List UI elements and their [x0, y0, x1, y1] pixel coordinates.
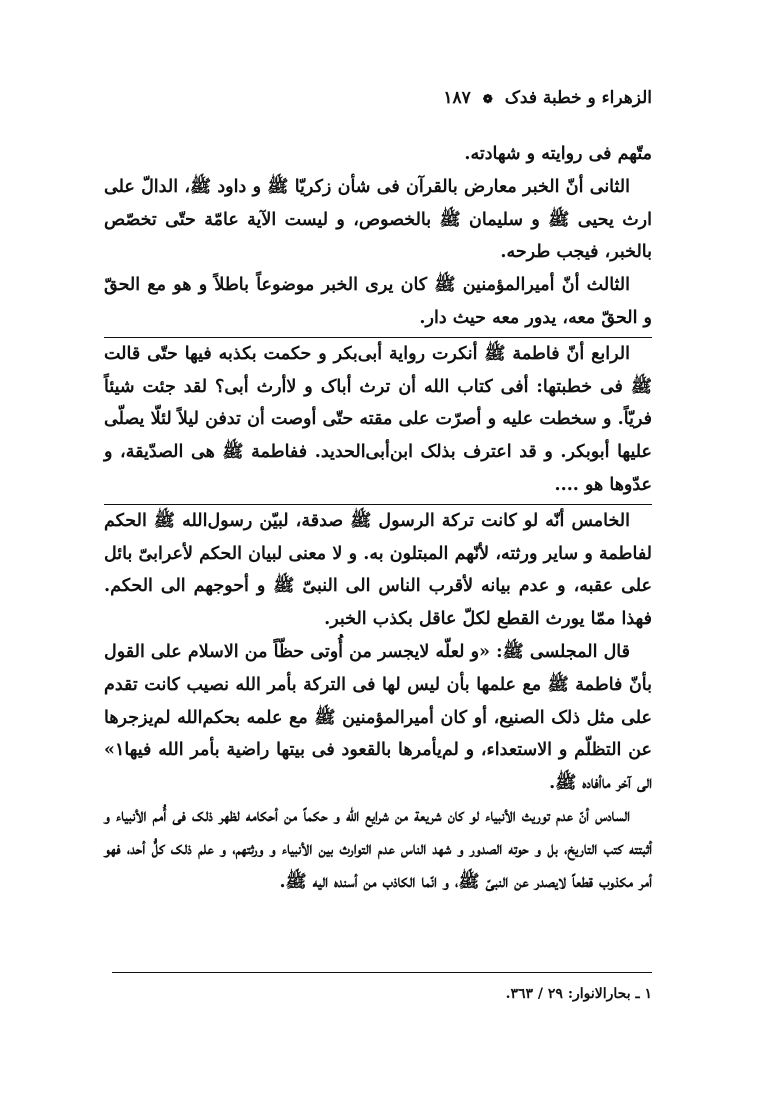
paragraph-fourth-point: الرابع أنّ فاطمة ﷺ أنکرت روایة أبی‌بکر و حکمت بکذبه فیها حتّی قالت ﷺ فی خطبتها: أفی کتاب الله أن ترث أباک و لاأرث أبی؟ لقد جئت شیئاً فریّاً. و سخطت علیه و أصرّت علی مقته حتّی أوصت أن تدفن لیلاً لئلّا یصلّی علیها أبوبکر. و قد اعترف بذلک ابن‌أبی‌الحدید. ففاطمة ﷺ هی الصدّیقة، و عدّوها هو ....: [104, 337, 652, 502]
paragraph-sixth-point: السادس أنّ عدم توریث الأنبیاء لو کان شریعة من شرایع الله و حکماً من أحکامه لظهر ذلک فی أُمم الأنبیاء و أثبتته کتب التاریخ، بل و حوته الصدور و شهد الناس عدم التوارث بین الأنبیاء و ورثتهم، و علم ذلک کلُّ أحد، فهو أمر مکذوب قطعاً لایصدر عن النبیّ ﷺ، و انّما الکاذب من أسنده الیه ﷺ.: [104, 805, 652, 892]
page-number: ١٨٧: [443, 88, 471, 108]
paragraph-second-point: الثانی أنّ الخبر معارض بالقرآن فی شأن زکریّا ﷺ و داود ﷺ، الدالّ علی ارث یحیی ﷺ و سلیمان ﷺ بالخصوص، و لیست الآیة عامّة حتّی تخصّص بالخبر، فیجب طرحه.: [104, 176, 652, 263]
main-text: [104, 138, 652, 898]
paragraph-continuation: متّهم فی روایته و شهادته.: [464, 144, 652, 164]
paragraph-majlisi-quote: قال المجلسی ﷺ: «و لعلّه لایجسر من أُوتی حظّاً من الاسلام علی القول بأنّ فاطمة ﷺ مع علمها بأن لیس لها فی الترکة بأمر الله نصیب کانت تقدم علی مثل ذلک الصنیع، أو کان أمیرالمؤمنین ﷺ مع علمه بحکم‌الله لم‌یزجرها عن التظلّم و الاستعداء، و لم‌یأمرها بالقعود فی بیتها راضیة بأمر الله فیها١» الی آخر ماأفاده ﷺ.: [104, 641, 652, 794]
paragraph-third-point: الثالث أنّ أمیرالمؤمنین ﷺ کان یری الخبر موضوعاً باطلاً و هو مع الحقّ و الحقّ معه، یدور معه حیث دار.: [104, 275, 652, 328]
running-header: [443, 88, 652, 108]
footnote-divider: [112, 972, 652, 973]
ornament-separator: ❁: [482, 92, 493, 106]
paragraph-fifth-point: الخامس أنّه لو کانت ترکة الرسول ﷺ صدقة، لبیّن رسول‌الله ﷺ الحکم لفاطمة و سایر ورثته، لأنّهم المبتلون به. و لا معنی لبیان الحکم لأعرابیّ بائل علی عقبه، و عدم بیانه لأقرب الناس الی النبیّ ﷺ و أحوجهم الی الحکم. فهذا ممّا یورث القطع لکلّ عاقل بکذب الخبر.: [104, 504, 652, 636]
book-title: الزهراء و خطبة فدک: [504, 88, 652, 108]
footnote: ١ ـ بحارالانوار: ٢٩ / ٣٦٣.: [505, 986, 652, 1002]
